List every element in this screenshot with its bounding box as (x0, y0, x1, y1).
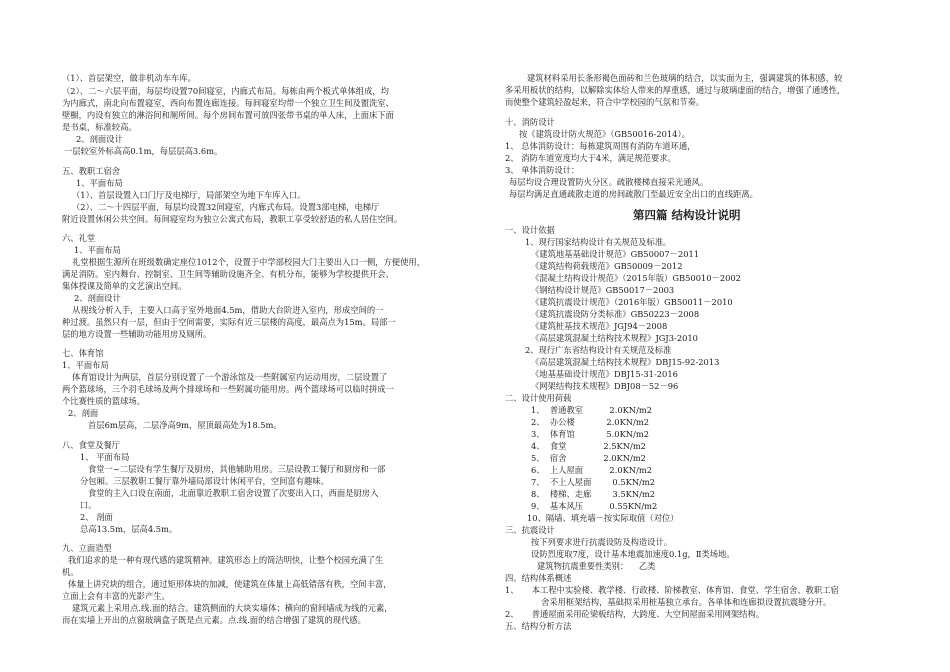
text-line: 每层均满足直通疏散走道的房间疏散门至最近安全出口的直线距离。 (509, 189, 758, 199)
section-heading: 八、食堂及餐厅 (62, 440, 121, 450)
text-line: 1、 总体消防设计：每栋建筑周围有消防车道环通， (505, 141, 696, 151)
text-line: 1、 本工程中实验楼、教学楼、行政楼、阶梯教室、体育馆、食堂、学生宿舍、教职工宿 (505, 585, 839, 595)
text-line: 首层6m层高，二层净高9m，屋顶最高处为18.5m。 (88, 420, 282, 430)
text-line: 2、 剖面 (80, 512, 113, 522)
text-line: （2）、二～六层平面，每层均设置70间寝室，内廊式布局。每栋由两个板式单体组成，均 (62, 86, 389, 96)
section-heading: 七、体育馆 (62, 348, 104, 358)
text-line: 体量上讲究块的组合，通过矩形体块的加减，使建筑在体量上高低错落有秩，空间丰富， (68, 579, 392, 589)
text-line: 而在实墙上开出的点窗玻璃盒子既是点元素。点.线.面的结合增强了建筑的现代感。 (62, 615, 366, 625)
text-line: 9、 基本风压 0.55KN/m2 (531, 501, 658, 511)
text-line: 2、现行广东省结构设计有关规范及标准 (525, 345, 672, 355)
text-line: 集体授课及简单的文艺演出空间。 (62, 281, 187, 291)
section-heading: 三、抗震设计 (505, 525, 555, 535)
text-line: 礼堂根据生源所在班级数确定座位1012个，设置于中学部校园大门主要出入口一侧，方便使用， (72, 257, 425, 267)
text-line: 分包厢。三层教职工餐厅靠外墙局部设计休闲平台，空间富有趣味。 (80, 476, 329, 486)
text-line: （1）、首层架空，做非机动车车库。 (62, 73, 196, 83)
text-line: 层的地方设置一些辅助功能用房及厕所。 (62, 329, 212, 339)
text-line: 2、 普通屋面采用砼梁板结构，大跨度、大空间屋面采用网架结构。 (505, 609, 765, 619)
text-line: 5、 宿舍 2.0KN/m2 (531, 453, 646, 463)
text-line: 满足消防。室内舞台、控制室、卫生间等辅助设施齐全、有机分布，能够为学校提供开会、 (62, 269, 394, 279)
text-line: 《建筑桩基技术规范》JGJ94－2008 (531, 321, 668, 331)
section-heading: 四、结构体系概述 (505, 573, 572, 583)
text-line: 食堂一~二层设有学生餐厅及厨房，其他辅助用房。三层设教工餐厅和厨房和一部 (88, 464, 386, 474)
text-line: 立面上会有丰富的光影产生。 (62, 591, 170, 601)
section-heading: 一、设计依据 (505, 225, 555, 235)
text-line: （2）、二～十四层平面，每层均设置32间寝室，内廊式布局。设置3部电梯，电梯厅 (72, 202, 380, 212)
text-line: 3、 体育馆 5.0KN/m2 (531, 429, 649, 439)
text-line: 《建筑地基基础设计规范》GB50007－2011 (531, 249, 700, 259)
text-line: 而使整个建筑轻盈起来，符合中学校园的气氛和节奏。 (505, 97, 705, 107)
text-line: 体育馆设计为两层，首层分别设置了一个游泳馆及一些附属室内运动用房，二层设置了 (72, 372, 388, 382)
section-heading: 二、设计使用荷载 (505, 393, 572, 403)
text-line: 口。 (80, 500, 97, 510)
text-line: 1、现行国家结构设计有关规范及标准。 (525, 237, 672, 247)
section-heading: 六、礼堂 (62, 233, 96, 243)
text-line: 建筑材料采用长条形褐色面砖和兰色玻璃的结合，以实面为主，强调建筑的体积感，较 (527, 73, 843, 83)
text-line: 按《建筑设计防火规范》（GB50016-2014）。 (519, 129, 690, 139)
text-line: 一层较室外标高高0.1m，每层层高3.6m。 (64, 146, 223, 156)
part-heading: 第四篇 结构设计说明 (633, 208, 741, 222)
text-line: 机。 (62, 567, 79, 577)
text-line: 2、剖面设计 (74, 293, 121, 303)
text-line: 多采用板状的结构，以解除实体给人带来的厚重感，通过与玻璃虚面的结合，增强了通透性， (505, 85, 846, 95)
text-line: 4、 食堂 2.5KN/m2 (531, 441, 646, 451)
text-line: 《高层建筑混凝土结构技术规程》DBJ15-92-2013 (531, 357, 720, 367)
text-line: 10、隔墙、填充墙－按实际取值（对位） (527, 513, 679, 523)
text-line: 附近设置休闲公共空间。每间寝室均为独立公寓式布局，教职工享受较舒适的私人居住空间。 (62, 214, 403, 224)
text-line: 舍采用框架结构，基础拟采用桩基独立承台。各单体和连廊拟设置抗震缝分开。 (541, 597, 832, 607)
text-line: 为内廊式，南北向布置寝室，西向布置连廊连接。每间寝室均带一个独立卫生间及盥洗室、 (62, 98, 394, 108)
text-line: 8、 楼梯、走廊 3.5KN/m2 (531, 489, 656, 499)
text-line: 《网架结构技术规程》DBJ08－52－96 (531, 381, 679, 391)
text-line: 2、剖面 (68, 408, 99, 418)
text-line: 是书桌，标准较高。 (62, 122, 137, 132)
text-line: 1、平面布局 (74, 245, 121, 255)
text-line: 2、 办公楼 2.0KN/m2 (531, 417, 649, 427)
text-line: 个比赛性质的篮球场。 (62, 396, 145, 406)
section-heading: 九、立面造型 (62, 543, 112, 553)
text-line: 1、 普通教室 2.0KN/m2 (531, 405, 653, 415)
text-line: 壁橱，内设有独立的淋浴间和厕所间。每个房间布置可放四张带书桌的单人床，上面床下面 (62, 110, 394, 120)
text-line: 6、 上人屋面 2.0KN/m2 (531, 465, 653, 475)
text-line: 1、平面布局 (76, 178, 123, 188)
text-line: 食堂的主入口设在南面，北面靠近教职工宿舍设置了次要出入口，西面是厨房入 (88, 488, 379, 498)
text-line: 2、剖面设计 (76, 134, 123, 144)
text-line: 2、 消防车道宽度均大于4米，满足规范要求。 (505, 153, 676, 163)
text-line: 建筑元素上采用点.线.面的结合。建筑侧面的大块实墙体；横向的窗间墙成为线的元素， (72, 603, 393, 613)
section-heading: 五、结构分析方法 (505, 621, 572, 631)
text-line: 按下列要求进行抗震设防及构造设计。 (531, 537, 673, 547)
text-line: 1、平面布局 (62, 360, 109, 370)
text-line: 《建筑抗震设计规范》（2016年版）GB50011－2010 (531, 297, 733, 307)
text-line: 3、 单体消防设计： (505, 165, 580, 175)
text-line: 《高层建筑混凝土结构技术规程》JGJ3-2010 (531, 333, 698, 343)
text-line: 《钢结构设计规范》GB50017－2003 (531, 285, 675, 295)
text-line: 我们追求的是一种有现代感的建筑精神。建筑形态上的简洁明快，让整个校园充满了生 (68, 555, 384, 565)
text-line: 总高13.5m，层高4.5m。 (80, 524, 178, 534)
text-line: （1）、首层设置入口门厅及电梯厅，局部架空为地下车库入口。 (72, 190, 306, 200)
section-heading: 十、消防设计 (505, 117, 555, 127)
section-heading: 五、教职工宿舍 (62, 166, 121, 176)
text-line: 《地基基础设计规范》DBJ15-31-2016 (531, 369, 678, 379)
text-line: 7、 不上人屋面 0.5KN/m2 (531, 477, 656, 487)
text-line: 《混凝土结构设计规范》（2015年版）GB50010－2002 (531, 273, 741, 283)
text-line: 种过渡。虽然只有一层，但由于空间需要，实际有近三层楼的高度，最高点为15m。局部一 (62, 317, 396, 327)
text-line: 1、 平面布局 (80, 452, 130, 462)
text-line: 每层均设合理设置防火分区。疏散楼梯直接采光通风。 (509, 177, 709, 187)
text-line: 两个篮球场，三个羽毛球场及两个排球场和一些附属功能用房。两个篮球场可以临时拼成一 (62, 384, 394, 394)
text-line: 建筑物抗震重要性类别： 乙类 (537, 561, 656, 571)
text-line: 设防烈度取7度，设计基本地震加速度0.1g，Ⅱ类场地。 (531, 549, 735, 559)
text-line: 从视线分析入手，主要入口高于室外地面4.5m，借助大台阶进入室内，形成空间的一 (72, 305, 384, 315)
text-line: 《建筑结构荷载规范》GB50009－2012 (531, 261, 683, 271)
text-line: 《建筑抗震设防分类标准》GB50223－2008 (531, 309, 700, 319)
